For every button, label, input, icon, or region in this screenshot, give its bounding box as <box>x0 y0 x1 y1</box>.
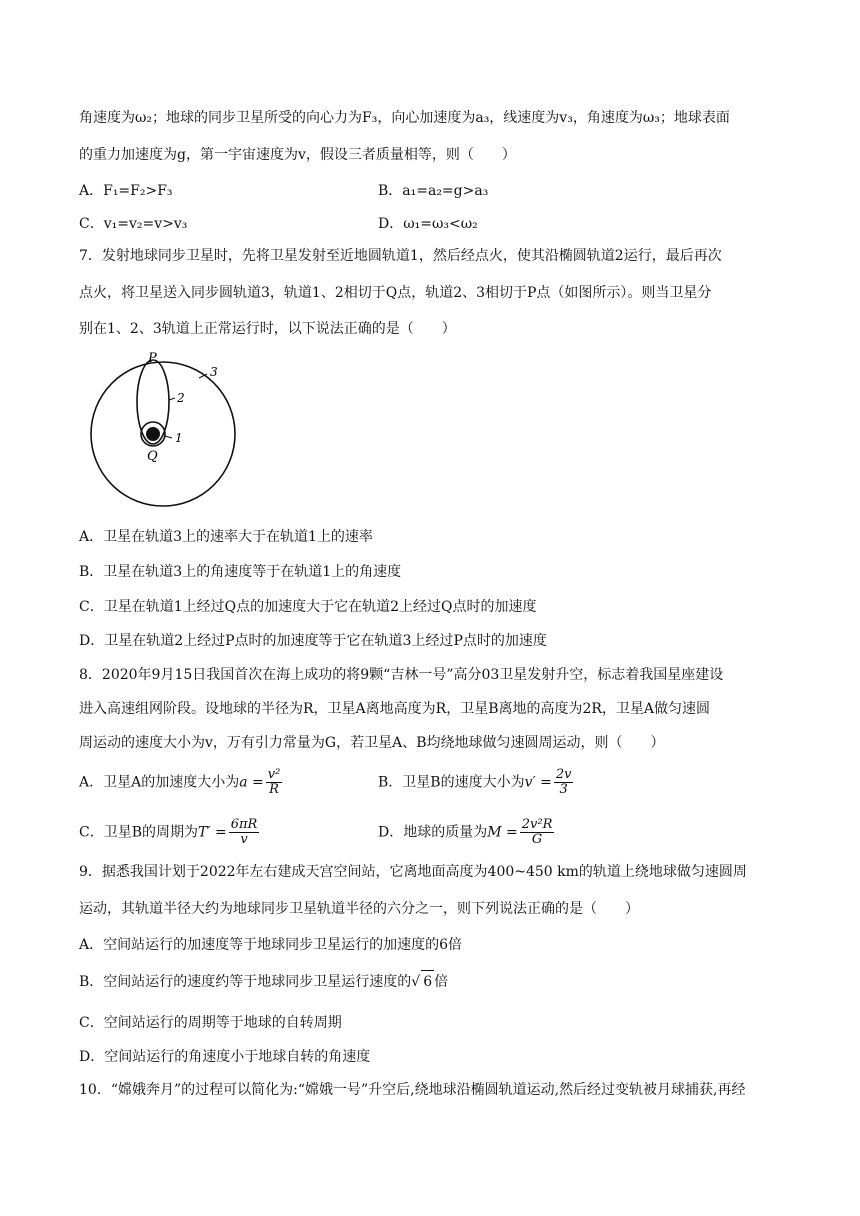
q7-option-c: C．卫星在轨道1上经过Q点的加速度大于它在轨道2上经过Q点时的加速度 <box>79 599 537 615</box>
q9-option-c: C．空间站运行的周期等于地球的自转周期 <box>79 1015 342 1031</box>
q7-line-1: 7．发射地球同步卫星时，先将卫星发射至近地圆轨道1，然后经点火，使其沿椭圆轨道2运行，最后再次 <box>79 248 722 264</box>
q8-option-a-fraction <box>266 768 283 797</box>
q8-option-a-lhs: a = <box>239 774 264 791</box>
q8-option-b-den: 3 <box>559 782 568 797</box>
q9-option-b-sqrt: 6 <box>421 970 434 993</box>
q7-option-d: D．卫星在轨道2上经过P点时的加速度等于它在轨道3上经过P点时的加速度 <box>79 633 547 649</box>
q8-option-d <box>378 818 556 847</box>
q7-line-2: 点火，将卫星送入同步圆轨道3，轨道1、2相切于Q点，轨道2、3相切于P点（如图所示）。则当卫星分 <box>79 285 712 301</box>
q8-option-d-text: D．地球的质量为 <box>378 824 488 841</box>
label-1-leader <box>165 436 172 438</box>
label-2-leader <box>169 398 175 400</box>
q8-line-3: 周运动的速度大小为v，万有引力常量为G，若卫星A、B均绕地球做匀速圆周运动，则（ ） <box>79 735 665 751</box>
label-3: 3 <box>210 365 218 379</box>
q8-option-d-num: 2v²R <box>521 817 553 832</box>
q8-option-c <box>79 818 261 847</box>
q8-option-d-den: G <box>531 832 543 847</box>
q9-option-b-post: 倍 <box>434 974 449 990</box>
q9-line-2: 运动，其轨道半径大约为地球同步卫星轨道半径的六分之一，则下列说法正确的是（ ） <box>79 901 639 917</box>
sqrt-symbol: √ <box>411 974 421 990</box>
q8-option-b-text: B．卫星B的速度大小为 <box>378 774 525 791</box>
q7-option-a: A．卫星在轨道3上的速率大于在轨道1上的速率 <box>79 529 373 545</box>
q8-option-b-fraction <box>554 768 574 797</box>
q8-option-a-num: v² <box>267 767 281 782</box>
q9-option-b-pre: B．空间站运行的速度约等于地球同步卫星运行速度的 <box>79 974 412 990</box>
q8-option-b <box>378 768 575 797</box>
q9-option-a: A．空间站运行的加速度等于地球同步卫星运行的加速度的6倍 <box>79 937 463 953</box>
label-1: 1 <box>175 431 183 445</box>
q8-option-d-lhs: M = <box>487 824 518 841</box>
q6-option-d: D．ω₁=ω₃<ω₂ <box>378 216 478 232</box>
label-q: Q <box>147 449 158 464</box>
q7-line-3: 别在1、2、3轨道上正常运行时，以下说法正确的是（ ） <box>79 321 456 337</box>
q7-option-b: B．卫星在轨道3上的角速度等于在轨道1上的角速度 <box>79 564 402 580</box>
label-2: 2 <box>177 391 185 405</box>
q8-option-b-num: 2v <box>555 767 572 782</box>
q8-option-a-text: A．卫星A的加速度大小为 <box>79 774 240 791</box>
q9-option-d: D．空间站运行的角速度小于地球自转的角速度 <box>79 1049 371 1065</box>
q8-line-2: 进入高速组网阶段。设地球的半径为R，卫星A离地高度为R，卫星B离地的高度为2R，卫星A做匀速圆 <box>79 701 711 717</box>
q6-line-2: 的重力加速度为g，第一宇宙速度为v，假设三者质量相等，则（ ） <box>79 147 516 163</box>
q8-line-1: 8．2020年9月15日我国首次在海上成功的将9颗“吉林一号”高分03卫星发射升空，标志着我国星座建设 <box>79 667 724 683</box>
q8-option-d-fraction <box>520 818 555 847</box>
q8-option-c-lhs: T′ = <box>198 824 227 841</box>
q6-option-a: A．F₁=F₂>F₃ <box>79 183 173 199</box>
q8-option-b-lhs: v′ = <box>524 774 552 791</box>
q10-line-1: 10．“嫦娥奔月”的过程可以简化为:“嫦娥一号”升空后,绕地球沿椭圆轨道运动,然后经过变轨被月球捕获,再经 <box>79 1082 746 1098</box>
q8-option-a <box>79 768 284 797</box>
earth-dot <box>146 427 160 441</box>
q6-line-1: 角速度为ω₂；地球的同步卫星所受的向心力为F₃，向心加速度为a₃，线速度为v₃，角速度为ω₃；地球表面 <box>79 110 730 126</box>
q9-option-b <box>79 970 448 993</box>
label-p: P <box>148 351 157 366</box>
q9-line-1: 9．据悉我国计划于2022年左右建成天宫空间站，它离地面高度为400~450 km的轨道上绕地球做匀速圆周 <box>79 864 747 880</box>
q8-option-c-text: C．卫星B的周期为 <box>79 824 198 841</box>
orbit-diagram <box>85 350 245 510</box>
q8-option-c-den: v <box>240 832 248 847</box>
q6-option-c: C．v₁=v₂=v>v₃ <box>79 216 188 232</box>
q6-option-b: B．a₁=a₂=g>a₃ <box>378 183 489 199</box>
q8-option-c-num: 6πR <box>230 817 258 832</box>
q8-option-a-den: R <box>269 782 279 797</box>
q8-option-c-fraction <box>229 818 260 847</box>
